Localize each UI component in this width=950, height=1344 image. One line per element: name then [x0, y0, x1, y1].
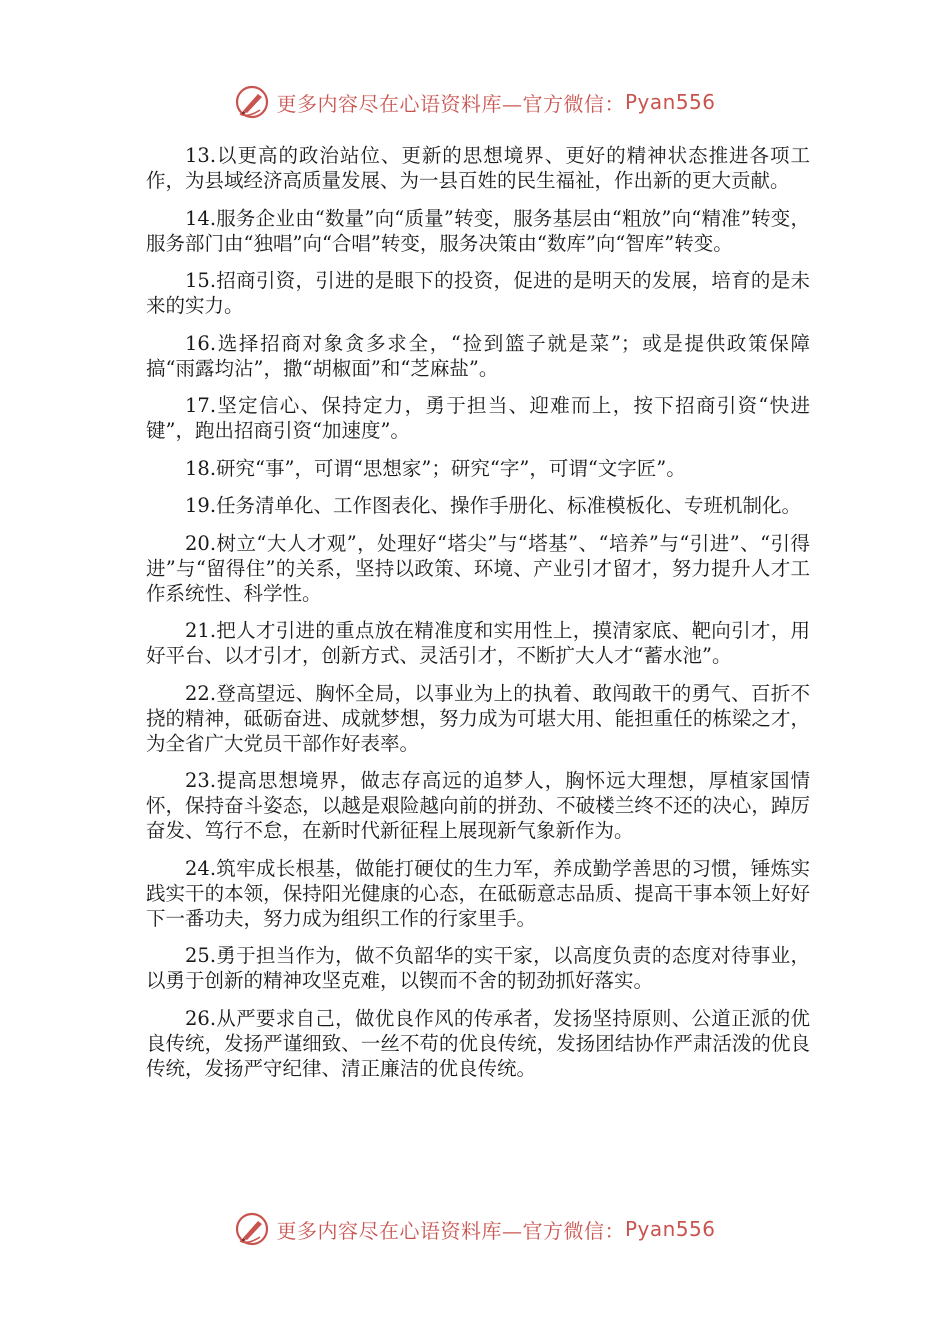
paragraph-13: 13.以更高的政治站位、更新的思想境界、更好的精神状态推进各项工作，为县域经济高质量发展、为一县百姓的民生福祉，作出新的更大贡献。: [146, 144, 810, 192]
paragraph-17: 17.坚定信心、保持定力，勇于担当、迎难而上，按下招商引资“快进键”，跑出招商引资“加速度”。: [146, 394, 810, 442]
paragraph-26: 26.从严要求自己，做优良作风的传承者，发扬坚持原则、公道正派的优良传统，发扬严谨细致、一丝不苟的优良传统，发扬团结协作严肃活泼的优良传统，发扬严守纪律、清正廉洁的优良传统。: [146, 1006, 810, 1080]
document-body: [146, 143, 810, 1093]
watermark-wechat-id: Pyan556: [624, 1217, 716, 1241]
header-watermark: [0, 80, 950, 124]
paragraph-21: 21.把人才引进的重点放在精准度和实用性上，摸清家底、靶向引才，用好平台、以才引才，创新方式、灵活引才，不断扩大人才“蓄水池”。: [146, 619, 810, 667]
paragraph-18: 18.研究“事”，可谓“思想家”；研究“字”，可谓“文字匠”。: [185, 456, 686, 480]
paragraph-23: 23.提高思想境界，做志存高远的追梦人，胸怀远大理想，厚植家国情怀，保持奋斗姿态，以越是艰险越向前的拼劲、不破楼兰终不还的决心，踔厉奋发、笃行不怠，在新时代新征程上展现新气象新作为。: [146, 769, 810, 842]
watermark-text: 更多内容尽在心语资料库—官方微信：: [276, 91, 625, 116]
paragraph-20: 20.树立“大人才观”，处理好“塔尖”与“塔基”、“培养”与“引进”、“引得进”与“留得住”的关系，坚持以政策、环境、产业引才留才，努力提升人才工作系统性、科学性。: [146, 531, 810, 605]
pen-logo-icon: [234, 84, 270, 120]
watermark-wechat-id: Pyan556: [624, 90, 716, 114]
watermark-text: 更多内容尽在心语资料库—官方微信：: [276, 1218, 625, 1243]
paragraph-19: 19.任务清单化、工作图表化、操作手册化、标准模板化、专班机制化。: [185, 494, 802, 517]
paragraph-15: 15.招商引资，引进的是眼下的投资，促进的是明天的发展，培育的是未来的实力。: [146, 269, 810, 317]
paragraph-25: 25.勇于担当作为，做不负韶华的实干家，以高度负责的态度对待事业，以勇于创新的精神攻坚克难，以锲而不舍的韧劲抓好落实。: [146, 944, 810, 992]
footer-watermark: [0, 1207, 950, 1251]
pen-logo-icon: [234, 1211, 270, 1247]
paragraph-14: 14.服务企业由“数量”向“质量”转变，服务基层由“粗放”向“精准”转变，服务部门由“独唱”向“合唱”转变，服务决策由“数库”向“智库”转变。: [146, 206, 810, 255]
paragraph-16: 16.选择招商对象贪多求全，“捡到篮子就是菜”；或是提供政策保障搞“雨露均沾”，撒“胡椒面”和“芝麻盐”。: [146, 331, 810, 380]
paragraph-24: 24.筑牢成长根基，做能打硬仗的生力军，养成勤学善思的习惯，锤炼实践实干的本领，保持阳光健康的心态，在砥砺意志品质、提高干事本领上好好下一番功夫，努力成为组织工作的行家里手。: [146, 856, 810, 930]
paragraph-22: 22.登高望远、胸怀全局，以事业为上的执着、敢闯敢干的勇气、百折不挠的精神，砥砺奋进、成就梦想，努力成为可堪大用、能担重任的栋梁之才，为全省广大党员干部作好表率。: [146, 681, 810, 755]
